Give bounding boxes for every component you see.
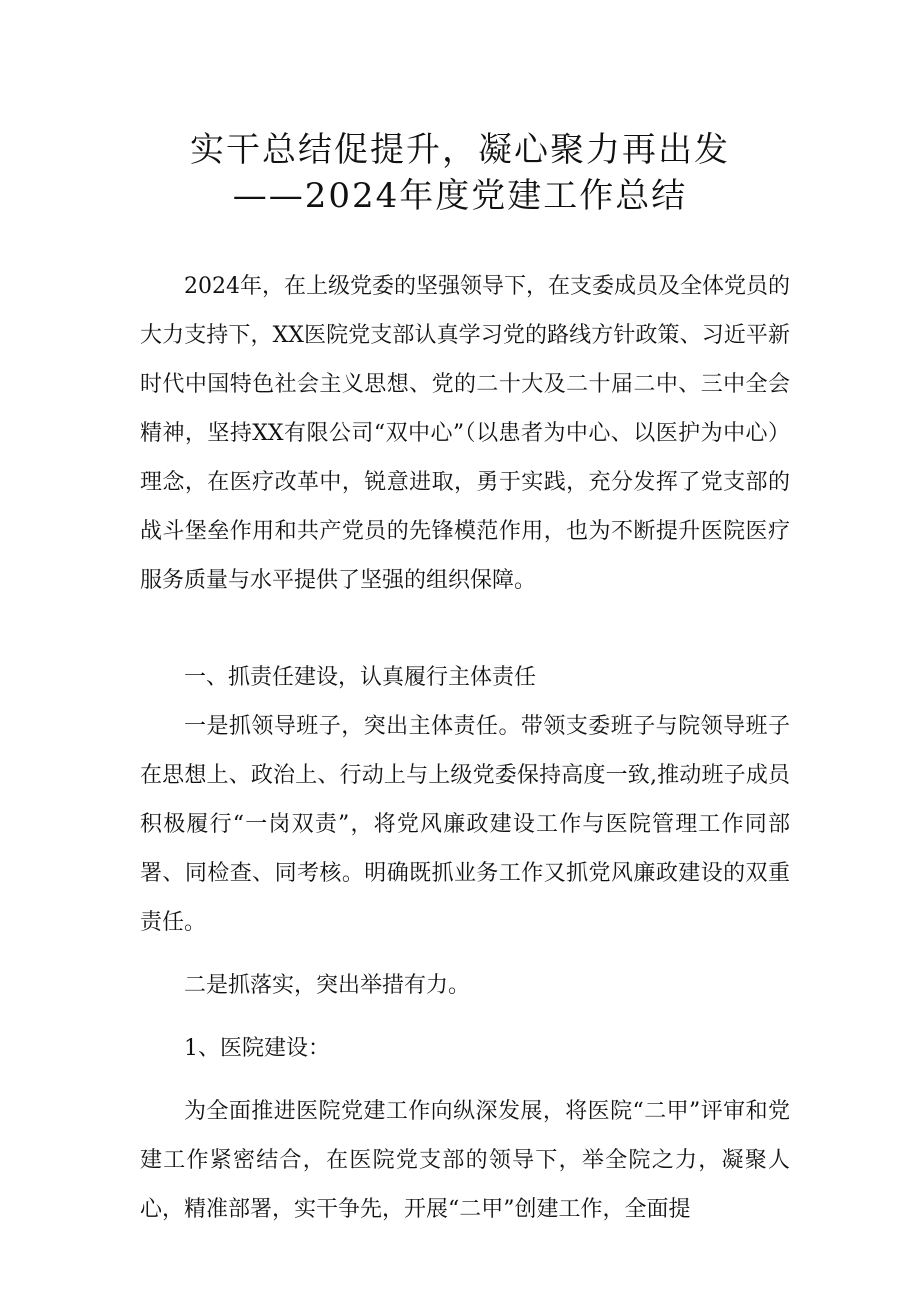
paragraph-spacer: [140, 605, 790, 653]
hospital-paragraph: 为全面推进医院党建工作向纵深发展，将医院“二甲”评审和党建工作紧密结合，在医院党支部的领导下，举全院之力，凝聚人心，精准部署，实干争先，开展“二甲”创建工作，全面提: [140, 1099, 790, 1222]
item-paragraph-1: 一是抓领导班子，突出主体责任。带领支委班子与院领导班子在思想上、政治上、行动上与上级党委保持高度一致,推动班子成员积极履行“一岗双责”，将党风廉政建设工作与医院管理工作同部署、同检查、同考核。明确既抓业务工作又抓党风廉政建设的双重责任。: [140, 714, 790, 935]
document-body: [140, 262, 790, 1234]
subheading: 1、医院建设：: [184, 1036, 330, 1061]
paragraph-spacer-small: [140, 947, 790, 961]
item-paragraph-2: 二是抓落实，突出举措有力。: [184, 973, 471, 998]
document-subtitle: ——2024年度党建工作总结: [232, 176, 688, 216]
paragraph-spacer-small: [140, 1073, 790, 1087]
paragraph-spacer-small: [140, 1010, 790, 1024]
document-title: 实干总结促提升，凝心聚力再出发: [190, 130, 730, 170]
intro-paragraph: 2024年，在上级党委的坚强领导下，在支委成员及全体党员的大力支持下，XX医院党支部认真学习党的路线方针政策、习近平新时代中国特色社会主义思想、党的二十大及二十届二中、三中全会精神，坚持XX有限公司“双中心”（以患者为中心、以医护为中心）理念，在医疗改革中，锐意进取，勇于实践，充分发挥了党支部的战斗堡垒作用和共产党员的先锋模范作用，也为不断提升医院医疗服务质量与水平提供了坚强的组织保障。: [140, 274, 790, 593]
section-heading: 一、抓责任建设，认真履行主体责任: [184, 665, 537, 690]
